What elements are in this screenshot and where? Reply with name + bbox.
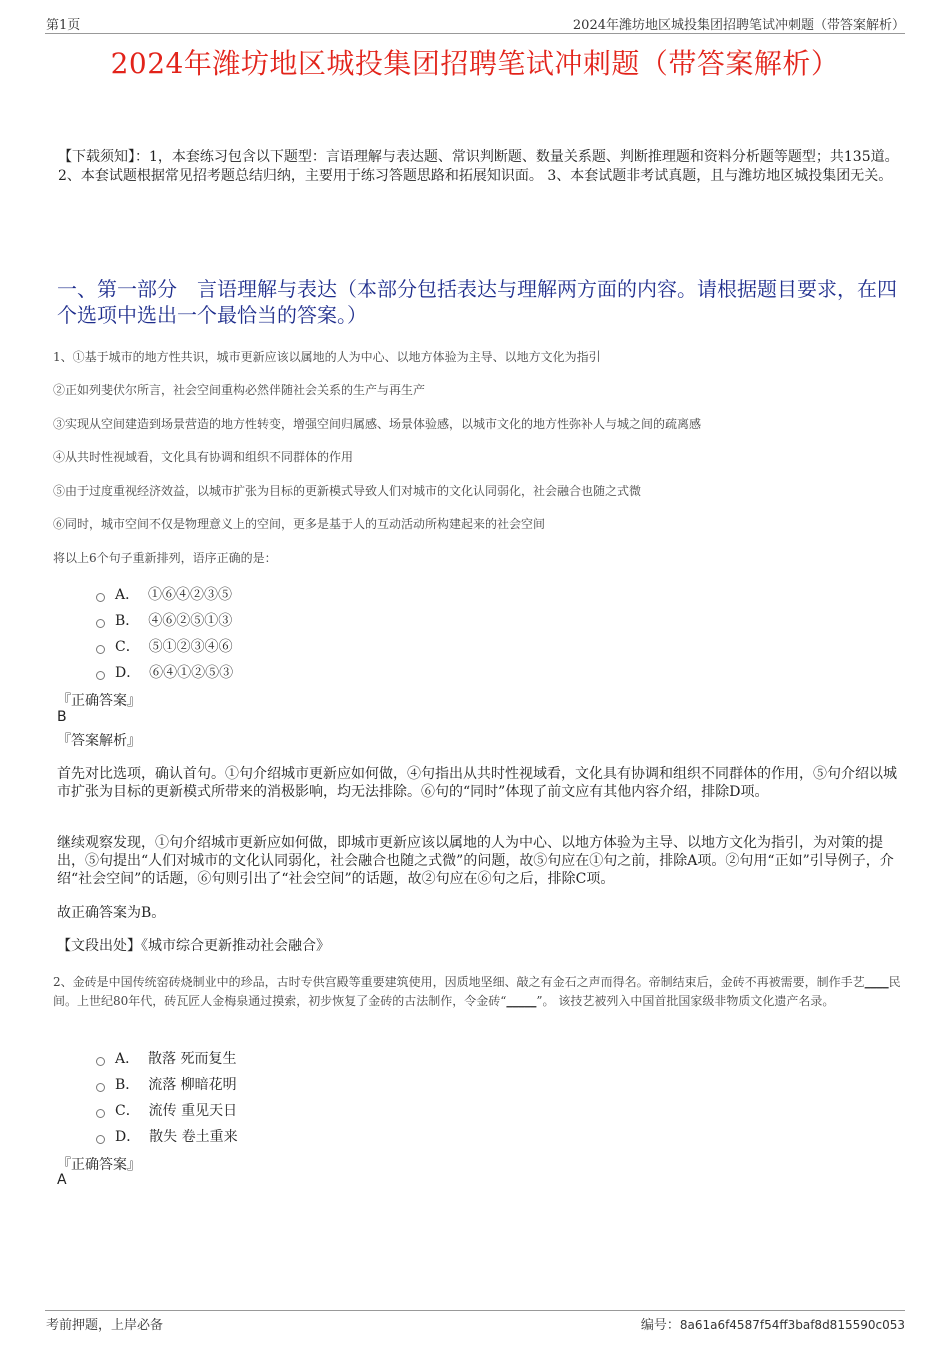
q1-option-d[interactable]: D． ⑥④①②⑤③ (96, 662, 233, 682)
running-header-title: 2024年潍坊地区城投集团招聘笔试冲刺题（带答案解析） (572, 18, 905, 33)
q1-analysis-paragraph-1: 首先对比选项，确认首句。①句介绍城市更新应如何做，④句指出从共时性视域看，文化具有协调和组织不同群体的作用，⑤句介绍以城市扩张为目标的更新模式所带来的消极影响，均无法排除。⑥句的“同时”体现了前文应有其他内容介绍，排除D项。 (57, 766, 897, 800)
header-divider (45, 33, 905, 34)
page-number: 第1页 (46, 18, 81, 33)
download-notice: 【下载须知】：1，本套练习包含以下题型：言语理解与表达题、常识判断题、数量关系题、判断推理题和资料分析题等题型；共135道。 2、本套试题根据常见招考题总结归纳，主要用于练习答题思路和拓展知识面。 3、本套试题非考试真题，且与潍坊地区城投集团无关。 (58, 149, 899, 184)
q2-answer-value: A (57, 1172, 67, 1188)
document-title: 2024年潍坊地区城投集团招聘笔试冲刺题（带答案解析） (110, 47, 840, 80)
q1-option-b[interactable]: B． ④⑥②⑤①③ (96, 610, 232, 630)
radio-icon[interactable] (96, 671, 105, 680)
q2-option-b[interactable]: B． 流落 柳暗花明 (96, 1074, 237, 1094)
radio-icon[interactable] (96, 619, 105, 628)
radio-icon[interactable] (96, 1057, 105, 1066)
q1-stem-line-6: ⑥同时，城市空间不仅是物理意义上的空间，更多是基于人的互动活动所构建起来的社会空间 (53, 517, 546, 531)
section-heading: 一、第一部分 言语理解与表达（本部分包括表达与理解两方面的内容。请根据题目要求，在四个选项中选出一个最恰当的答案。） (57, 277, 897, 327)
q1-answer-label: 『正确答案』 (57, 693, 141, 709)
radio-icon[interactable] (96, 1109, 105, 1118)
document-code: 编号：8a61a6f4587f54ff3baf8d815590c053 (640, 1318, 905, 1333)
footer-divider (45, 1310, 905, 1311)
q1-answer-value: B (57, 709, 67, 725)
q2-blank-2: _____ (506, 994, 537, 1008)
q1-prompt: 将以上6个句子重新排列，语序正确的是： (53, 551, 277, 565)
q1-stem-line-1: 1、①基于城市的地方性共识，城市更新应该以属地的人为中心、以地方体验为主导、以地方文化为指引 (53, 350, 601, 364)
q1-analysis-paragraph-2: 继续观察发现，①句介绍城市更新应如何做，即城市更新应该以属地的人为中心、以地方体验为主导、以地方文化为指引，为对策的提出，⑤句提出“人们对城市的文化认同弱化，社会融合也随之式微”的问题，故⑤句应在①句之前，排除A项。②句用“正如”引导例子，介绍“社会空间”的话题，⑥句则引出了“社会空间”的话题，故②句应在⑥句之后，排除C项。 (57, 835, 894, 887)
q1-stem-line-5: ⑤由于过度重视经济效益，以城市扩张为目标的更新模式导致人们对城市的文化认同弱化，社会融合也随之式微 (53, 484, 642, 498)
radio-icon[interactable] (96, 645, 105, 654)
q1-analysis-paragraph-3: 故正确答案为B。 (57, 905, 166, 921)
q1-stem-line-2: ②正如列斐伏尔所言，社会空间重构必然伴随社会关系的生产与再生产 (53, 383, 426, 397)
q2-blank-1: ____ (864, 975, 889, 989)
radio-icon[interactable] (96, 593, 105, 602)
q1-stem-line-3: ③实现从空间建造到场景营造的地方性转变，增强空间归属感、场景体验感，以城市文化的地方性弥补人与城之间的疏离感 (53, 417, 702, 431)
radio-icon[interactable] (96, 1135, 105, 1144)
q1-analysis-label: 『答案解析』 (57, 733, 141, 749)
q1-source: 【文段出处】《城市综合更新推动社会融合》 (57, 938, 330, 954)
q2-option-d[interactable]: D． 散失 卷土重来 (96, 1126, 238, 1146)
q2-option-a[interactable]: A． 散落 死而复生 (96, 1048, 236, 1068)
q2-answer-label: 『正确答案』 (57, 1157, 141, 1173)
footer-slogan: 考前押题，上岸必备 (46, 1318, 164, 1333)
q1-option-c[interactable]: C． ⑤①②③④⑥ (96, 636, 233, 656)
q2-option-c[interactable]: C． 流传 重见天日 (96, 1100, 237, 1120)
q2-stem: 2、金砖是中国传统窑砖烧制业中的珍品，古时专供宫殿等重要建筑使用，因质地坚细、敲之有金石之声而得名。帝制结束后，金砖不再被需要，制作手艺____民间。上世纪80年代，砖瓦匠人金梅泉通过摸索，初步恢复了金砖的古法制作，令金砖“_____”。 该技艺被列入中国首批国家级非物质文化遗产名录。 (53, 973, 903, 1011)
radio-icon[interactable] (96, 1083, 105, 1092)
q1-option-a[interactable]: A． ①⑥④②③⑤ (96, 584, 232, 604)
q1-stem-line-4: ④从共时性视域看，文化具有协调和组织不同群体的作用 (53, 450, 354, 464)
